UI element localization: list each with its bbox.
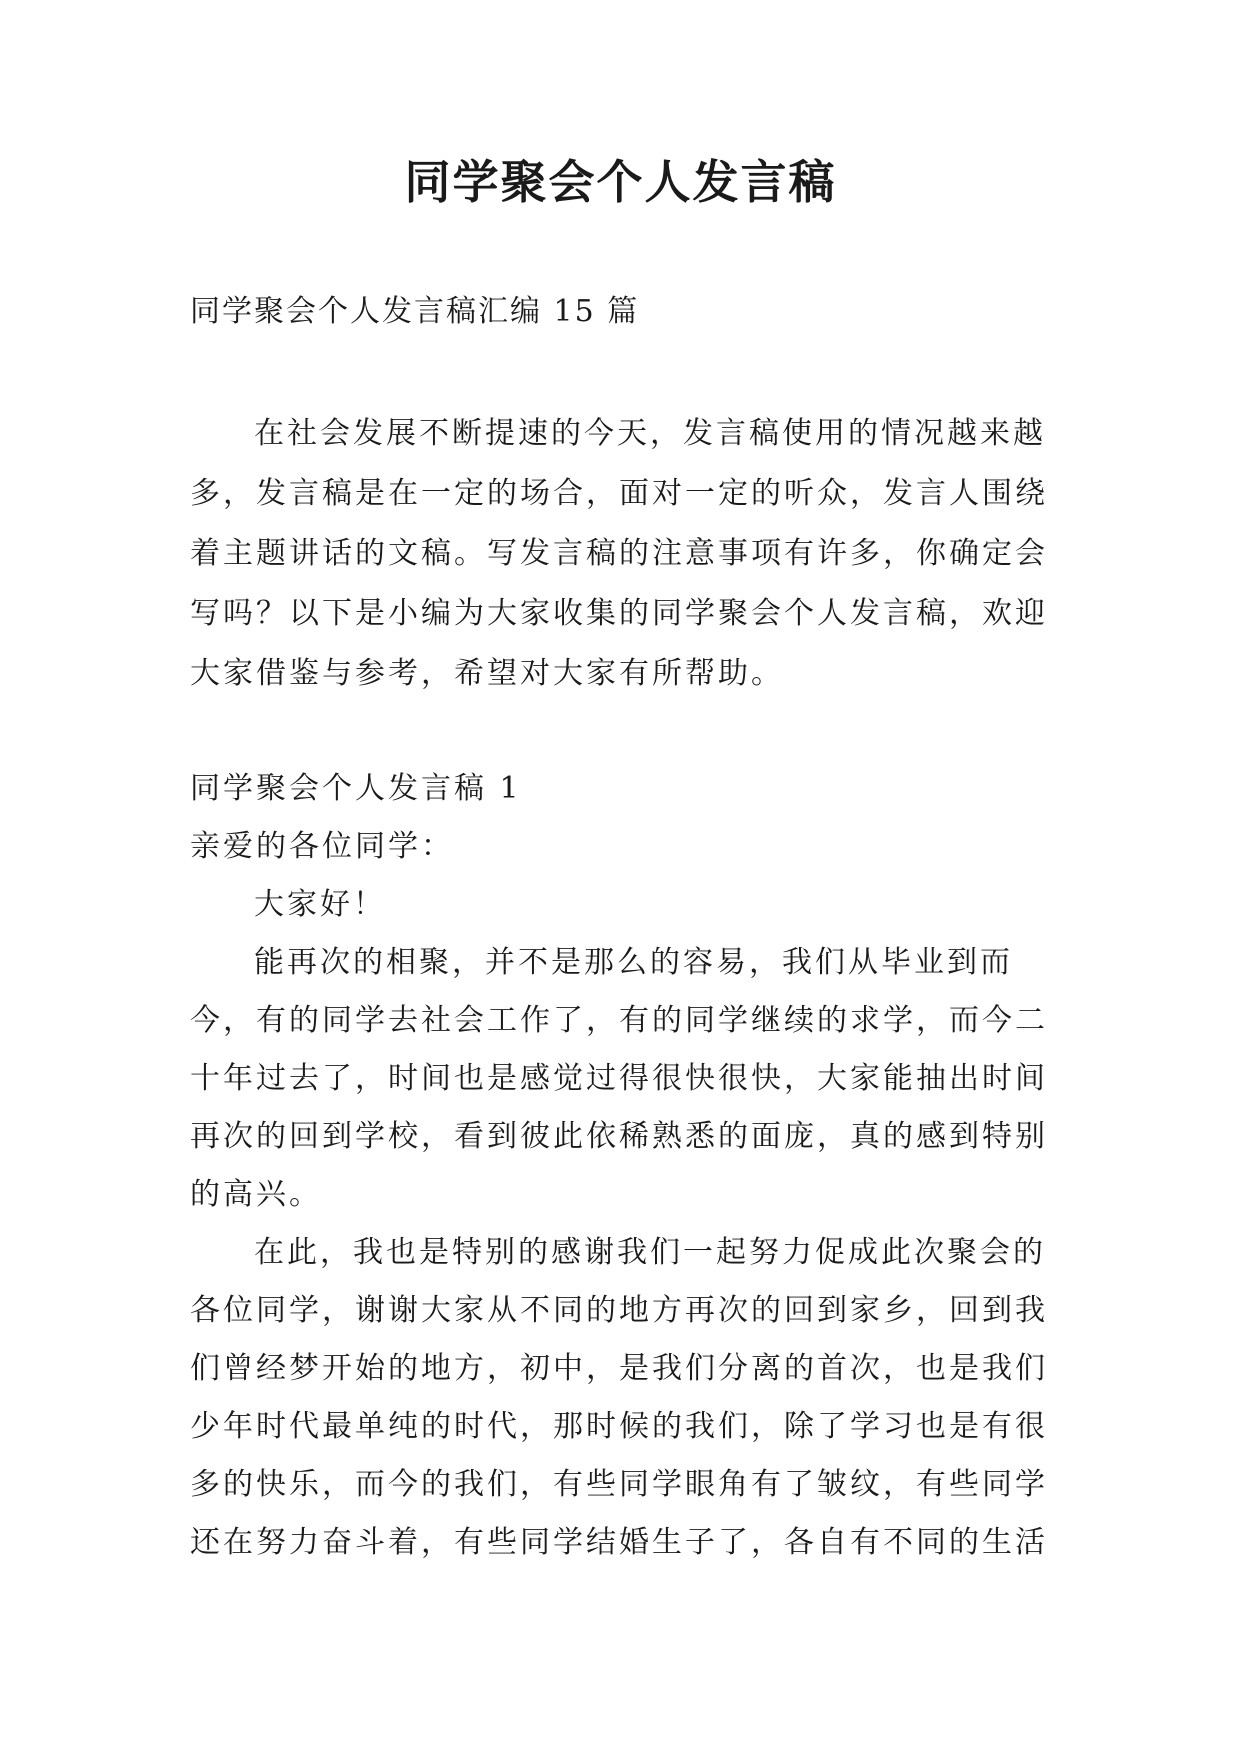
- body-paragraph: 能再次的相聚，并不是那么的容易，我们从毕业到而今，有的同学去社会工作了，有的同学继续的求学，而今二十年过去了，时间也是感觉过得很快很快，大家能抽出时间再次的回到学校，看到彼此依稀熟悉的面庞，真的感到特别的高兴。: [190, 945, 1048, 1212]
- document-subtitle: 同学聚会个人发言稿汇编 15 篇: [190, 294, 640, 329]
- greeting: 大家好！: [254, 887, 386, 922]
- salutation: 亲爱的各位同学：: [190, 829, 454, 864]
- intro-paragraph: 在社会发展不断提速的今天，发言稿使用的情况越来越多，发言稿是在一定的场合，面对一定的听众，发言人围绕着主题讲话的文稿。写发言稿的注意事项有许多，你确定会写吗？以下是小编为大家收集的同学聚会个人发言稿，欢迎大家借鉴与参考，希望对大家有所帮助。: [190, 416, 1048, 691]
- document-title: 同学聚会个人发言稿: [404, 155, 837, 209]
- speech-section: [190, 760, 1060, 1572]
- body-paragraph: 在此，我也是特别的感谢我们一起努力促成此次聚会的各位同学，谢谢大家从不同的地方再次的回到家乡，回到我们曾经梦开始的地方，初中，是我们分离的首次，也是我们少年时代最单纯的时代，那时候的我们，除了学习也是有很多的快乐，而今的我们，有些同学眼角有了皱纹，有些同学还在努力奋斗着，有些同学结婚生子了，各自有不同的生活: [190, 1235, 1048, 1560]
- section-heading: 同学聚会个人发言稿 1: [190, 771, 522, 806]
